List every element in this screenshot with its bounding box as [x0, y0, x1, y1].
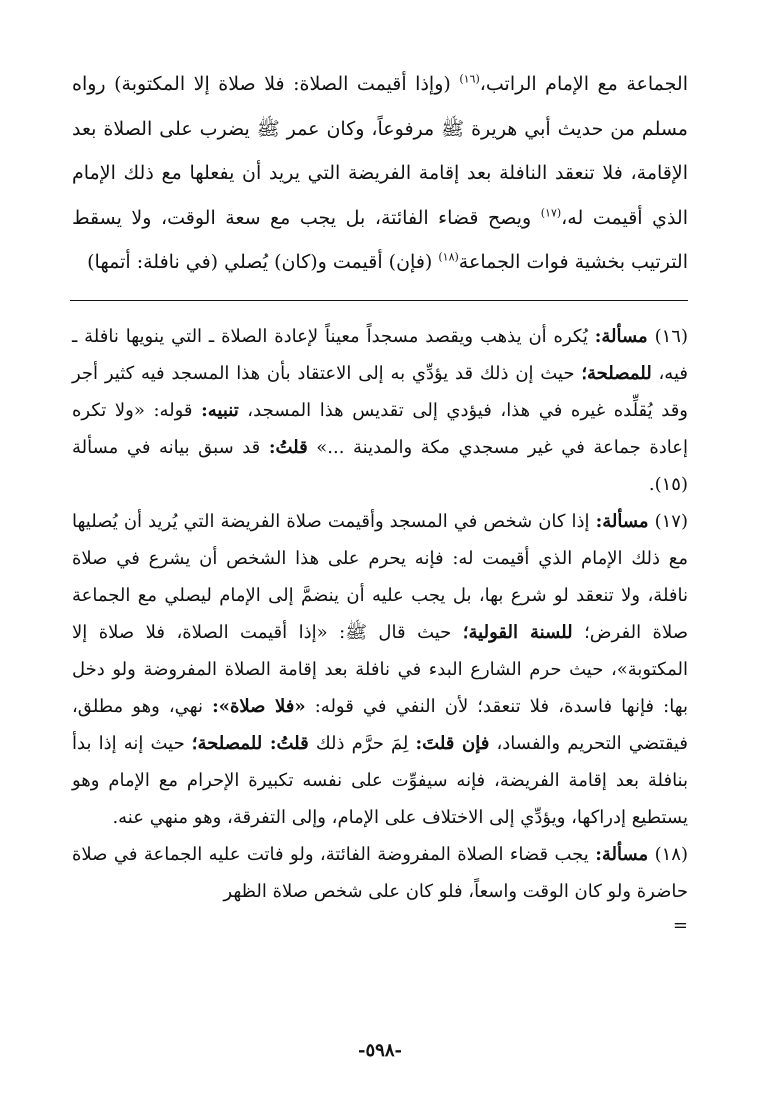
footnote-text: يجب قضاء الصلاة المفروضة الفائتة، ولو فاتت عليه الجماعة في صلاة حاضرة ولو كان الوقت واسعاً، فلو كان على شخص صلاة الظهر — [72, 844, 688, 902]
footnotes — [72, 318, 688, 938]
footnote-18 — [72, 836, 688, 938]
footnote-divider — [70, 300, 688, 301]
page-number: -٥٩٨- — [358, 1040, 402, 1061]
footnote-number: (١٨) — [654, 844, 688, 865]
footnote-marker-16[interactable]: (١٦) — [459, 72, 480, 86]
footnote-bold: للسنة القولية؛ — [462, 622, 573, 643]
footnote-text: قوله: «ولا تكره إعادة جماعة في غير مسجدي مكة والمدينة ...» — [72, 400, 688, 458]
footnote-label: مسألة: — [595, 844, 649, 865]
footnote-text: حيث قال ﷺ: «إذا أقيمت الصلاة، فلا صلاة إلا المكتوبة»، حيث حرم الشارع البدء في نافلة بعد إقامة الصلاة المفروضة ولو دخل بها: فإنها فاسدة، فلا تنعقد؛ لأن النفي في قوله: — [72, 622, 688, 717]
footnote-bold: للمصلحة؛ — [581, 363, 652, 384]
footnote-number: (١٧) — [654, 511, 688, 532]
footnote-text: نهي، وهو مطلق، فيقتضي التحريم والفساد، — [72, 696, 688, 754]
footnote-17 — [72, 503, 688, 836]
footnote-marker-17[interactable]: (١٧) — [540, 206, 562, 220]
footnote-label: مسألة: — [595, 511, 649, 532]
footnote-bold: فإن قلتَ: — [415, 733, 490, 754]
main-segment: ويصح قضاء الفائتة، بل يجب مع سعة الوقت، ولا يسقط الترتيب بخشية فوات الجماعة — [72, 206, 688, 273]
footnote-bold: قلتُ: — [268, 437, 308, 458]
footnote-16 — [72, 318, 688, 503]
main-text — [72, 62, 688, 285]
footnote-number: (١٦) — [654, 326, 688, 347]
main-segment: الجماعة مع الإمام الراتب، — [479, 73, 689, 95]
footnote-marker-18[interactable]: (١٨) — [438, 250, 459, 264]
footnote-text: حيث إنه إذا بدأ بنافلة بعد إقامة الفريضة، فإنه سيفوِّت على نفسه تكبيرة الإحرام مع الإمام وهو يستطيع إدراكها، ويؤدِّي إلى الاختلاف على الإمام، وإلى التفرقة، وهو منهي عنه. — [72, 733, 688, 828]
footnote-label: مسألة: — [594, 326, 648, 347]
footnote-text: حيث إن ذلك قد يؤدِّي به إلى الاعتقاد بأن هذا المسجد فيه كثير أجر وقد يُقلِّده غيره في هذا، فيؤدي إلى تقديس هذا المسجد، — [72, 363, 688, 421]
continuation-mark: = — [672, 915, 688, 936]
footnote-bold: تنبيه: — [201, 400, 239, 421]
footnote-text: إذا كان شخص في المسجد وأقيمت صلاة الفريضة التي يُريد أن يُصليها مع ذلك الإمام الذي أقيمت له: فإنه يحرم على هذا الشخص أن يشرع في صلاة نافلة، ولا تنعقد لو شرع بها، بل يجب عليه أن ينضمَّ إلى الإمام ليصلي مع الجماعة صلاة الفرض؛ — [72, 511, 689, 643]
footnote-text: يُكره أن يذهب ويقصد مسجداً معيناً لإعادة الصلاة ـ التي ينويها نافلة ـ فيه، — [72, 326, 688, 384]
main-paragraph — [72, 62, 688, 285]
footnote-bold: قلتُ: للمصلحة؛ — [191, 733, 309, 754]
footnote-text: لِمَ حرَّم ذلك — [308, 733, 416, 754]
footnote-text: قد سبق بيانه في مسألة (١٥). — [72, 437, 688, 495]
footnote-bold: «فلا صلاة»: — [212, 696, 306, 717]
main-segment: (فإن) أقيمت و(كان) يُصلي (في نافلة: أتمها) — [87, 251, 439, 273]
main-segment: (وإذا أقيمت الصلاة: فلا صلاة إلا المكتوبة) رواه مسلم من حديث أبي هريرة ﷺ مرفوعاً، وكان عمر ﷺ يضرب على الصلاة بعد الإقامة، فلا تنعقد النافلة بعد إقامة الفريضة التي يريد أن يفعلها مع ذلك الإمام الذي أقيمت له، — [72, 73, 688, 229]
